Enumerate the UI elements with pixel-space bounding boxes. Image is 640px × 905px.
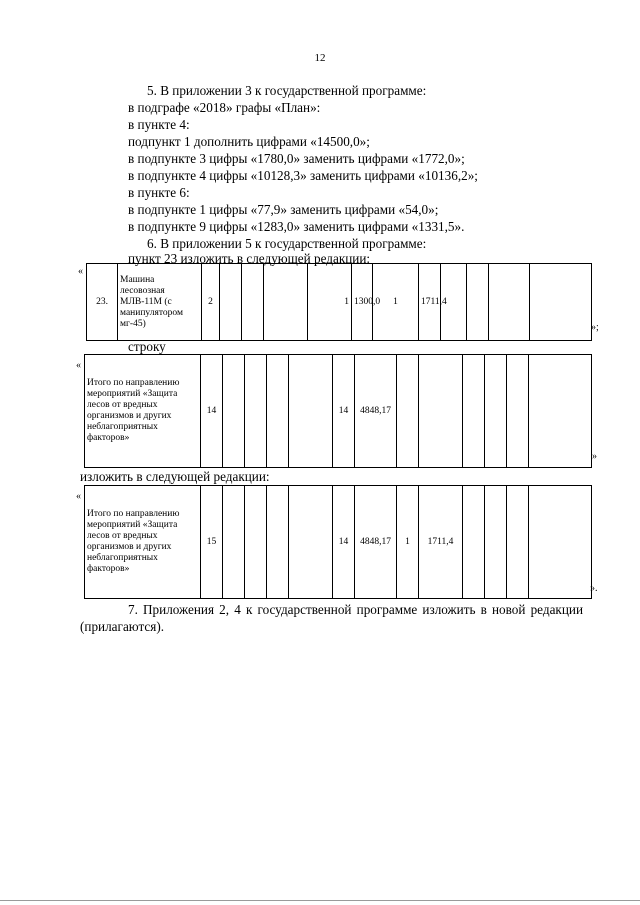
- text-line-2: в подграфе «2018» графы «План»:: [128, 100, 321, 115]
- page-number: 12: [314, 52, 326, 64]
- text-line-11: пункт 23 изложить в следующей редакции:: [128, 251, 371, 266]
- text-line-7: в пункте 6:: [128, 185, 190, 200]
- table-total-new: [84, 485, 592, 599]
- empty-cell: [485, 486, 507, 599]
- paragraph-7: 7. Приложения 2, 4 к государственной программе изложить в новой редакции (прилагаются).: [80, 602, 583, 634]
- empty-cell: [289, 486, 333, 599]
- open-quote-1: «: [78, 266, 83, 277]
- empty-cell: [485, 355, 507, 468]
- close-quote-2: »: [592, 451, 597, 462]
- text-line-1: 5. В приложении 3 к государственной программе:: [147, 83, 427, 98]
- close-quote-1: »;: [591, 322, 599, 333]
- qty-cell: 15: [201, 486, 223, 599]
- qty-cell-3: 1: [397, 486, 419, 599]
- table-total-old: [84, 354, 592, 468]
- empty-cell: [245, 355, 267, 468]
- empty-cell: [267, 486, 289, 599]
- qty-cell: 14: [201, 355, 223, 468]
- text-line-3: в пункте 4:: [128, 117, 190, 132]
- qty-cell-2: 1: [308, 264, 352, 341]
- table-row: [85, 355, 592, 468]
- text-line-5: в подпункте 3 цифры «1780,0» заменить цифрами «1772,0»;: [128, 151, 465, 166]
- item-name: Машина лесовозная МЛВ-11М (с манипулятором мг-45): [118, 264, 202, 341]
- empty-cell: [507, 355, 529, 468]
- value-cell-1: 4848,17: [355, 486, 397, 599]
- value-cell-1: 4848,17: [355, 355, 397, 468]
- empty-cell: [419, 355, 463, 468]
- qty-cell-3: 1: [373, 264, 419, 341]
- open-quote-2: «: [76, 360, 81, 371]
- table-item-23: [86, 263, 592, 341]
- open-quote-3: «: [76, 491, 81, 502]
- empty-cell: [467, 264, 489, 341]
- table-row: [87, 264, 592, 341]
- empty-cell: [529, 486, 592, 599]
- empty-cell: [267, 355, 289, 468]
- text-stroku: строку: [128, 339, 166, 354]
- qty-cell: 2: [202, 264, 220, 341]
- empty-cell: [530, 264, 592, 341]
- text-line-10: 6. В приложении 5 к государственной программе:: [147, 236, 427, 251]
- close-quote-3: ».: [590, 583, 598, 594]
- empty-cell: [397, 355, 419, 468]
- table-row: [85, 486, 592, 599]
- empty-cell: [507, 486, 529, 599]
- empty-cell: [242, 264, 264, 341]
- value-cell-1: 1300,0: [352, 264, 373, 341]
- empty-cell: [463, 486, 485, 599]
- value-cell-2: 1711,4: [419, 486, 463, 599]
- page-edge-rule: [0, 900, 640, 901]
- item-name: Итого по направлению мероприятий «Защита лесов от вредных организмов и других неблагоприятных факторов»: [85, 486, 201, 599]
- qty-cell-2: 14: [333, 486, 355, 599]
- text-line-4: подпункт 1 дополнить цифрами «14500,0»;: [128, 134, 370, 149]
- item-name: Итого по направлению мероприятий «Защита лесов от вредных организмов и других неблагоприятных факторов»: [85, 355, 201, 468]
- value-cell-2: 1711,4: [419, 264, 441, 341]
- row-number: 23.: [87, 264, 118, 341]
- text-izlozhit: изложить в следующей редакции:: [80, 469, 270, 484]
- empty-cell: [489, 264, 530, 341]
- empty-cell: [289, 355, 333, 468]
- empty-cell: [223, 355, 245, 468]
- empty-cell: [264, 264, 308, 341]
- text-line-6: в подпункте 4 цифры «10128,3» заменить цифрами «10136,2»;: [128, 168, 478, 183]
- empty-cell: [223, 486, 245, 599]
- text-line-9: в подпункте 9 цифры «1283,0» заменить цифрами «1331,5».: [128, 219, 465, 234]
- empty-cell: [463, 355, 485, 468]
- empty-cell: [245, 486, 267, 599]
- qty-cell-2: 14: [333, 355, 355, 468]
- empty-cell: [220, 264, 242, 341]
- empty-cell: [529, 355, 592, 468]
- text-line-8: в подпункте 1 цифры «77,9» заменить цифрами «54,0»;: [128, 202, 439, 217]
